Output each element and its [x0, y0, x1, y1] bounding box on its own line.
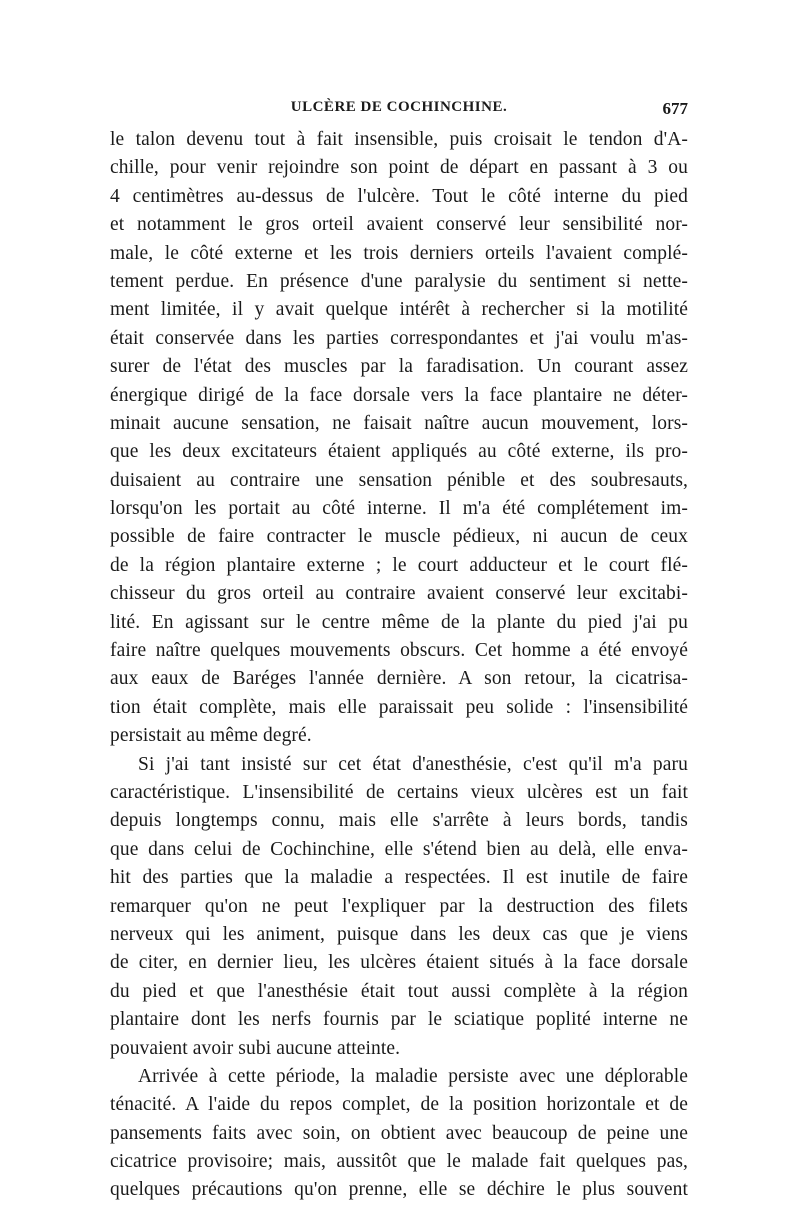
text-line: faire naître quelques mouvements obscurs. Cet homme a été envoyé [110, 640, 688, 662]
text-line: remarquer qu'on ne peut l'expliquer par la destruction des filets [110, 895, 688, 917]
page-header [110, 99, 688, 123]
text-line: lorsqu'on les portait au côté interne. Il m'a été complétement im- [110, 498, 688, 520]
body-text [110, 126, 688, 1205]
text-line: pansements faits avec soin, on obtient avec beaucoup de peine une [110, 1122, 688, 1144]
text-line: tement perdue. En présence d'une paralysie du sentiment si nette- [110, 270, 688, 292]
text-line: chisseur du gros orteil au contraire avaient conservé leur excitabi- [110, 583, 688, 605]
text-line: Si j'ai tant insisté sur cet état d'anesthésie, c'est qu'il m'a paru [138, 753, 688, 775]
text-line: minait aucune sensation, ne faisait naître aucun mouvement, lors- [110, 412, 688, 434]
text-line: que dans celui de Cochinchine, elle s'étend bien au delà, elle enva- [110, 838, 688, 860]
text-line: énergique dirigé de la face dorsale vers la face plantaire ne déter- [110, 384, 688, 406]
text-line: caractéristique. L'insensibilité de certains vieux ulcères est un fait [110, 781, 688, 803]
text-line: le talon devenu tout à fait insensible, puis croisait le tendon d'A- [110, 129, 688, 150]
text-line: 4 centimètres au-dessus de l'ulcère. Tout le côté interne du pied [110, 185, 688, 207]
text-line: plantaire dont les nerfs fournis par le sciatique poplité interne ne [110, 1009, 688, 1031]
text-line: et notamment le gros orteil avaient conservé leur sensibilité nor- [110, 214, 688, 236]
text-line: de la région plantaire externe ; le court adducteur et le court flé- [110, 554, 688, 576]
running-title: ULCÈRE DE COCHINCHINE. [290, 99, 508, 115]
text-line: lité. En agissant sur le centre même de la plante du pied j'ai pu [110, 611, 688, 633]
text-line: aux eaux de Baréges l'année dernière. A son retour, la cicatrisa- [110, 668, 688, 690]
text-line: tion était complète, mais elle paraissait peu solide : l'insensibilité [110, 696, 688, 718]
text-line: quelques précautions qu'on prenne, elle se déchire le plus souvent [110, 1179, 688, 1201]
text-line: que les deux excitateurs étaient appliqués au côté externe, ils pro- [110, 441, 688, 463]
text-line: cicatrice provisoire; mais, aussitôt que le malade fait quelques pas, [110, 1151, 688, 1173]
text-line: duisaient au contraire une sensation pénible et des soubresauts, [110, 469, 688, 491]
text-line: male, le côté externe et les trois derniers orteils l'avaient complé- [110, 242, 688, 264]
text-line: depuis longtemps connu, mais elle s'arrête à leurs bords, tandis [110, 810, 688, 832]
text-line: persistait au même degré. [110, 725, 312, 747]
text-line: ment limitée, il y avait quelque intérêt à rechercher si la motilité [110, 299, 688, 321]
text-line: surer de l'état des muscles par la faradisation. Un courant assez [110, 356, 688, 378]
text-line: chille, pour venir rejoindre son point de départ en passant à 3 ou [110, 157, 688, 179]
page-number: 677 [662, 99, 688, 118]
text-line: nerveux qui les animent, puisque dans les deux cas que je viens [110, 923, 688, 945]
text-line: Arrivée à cette période, la maladie persiste avec une déplorable [138, 1065, 688, 1087]
text-line: hit des parties que la maladie a respectées. Il est inutile de faire [110, 867, 688, 889]
text-line: pouvaient avoir subi aucune atteinte. [110, 1037, 401, 1059]
text-line: du pied et que l'anesthésie était tout aussi complète à la région [110, 980, 688, 1002]
text-line: possible de faire contracter le muscle pédieux, ni aucun de ceux [110, 526, 688, 548]
text-line: était conservée dans les parties correspondantes et j'ai voulu m'as- [110, 327, 688, 349]
text-line: ténacité. A l'aide du repos complet, de la position horizontale et de [110, 1094, 688, 1116]
text-line: de citer, en dernier lieu, les ulcères étaient situés à la face dorsale [110, 952, 688, 974]
